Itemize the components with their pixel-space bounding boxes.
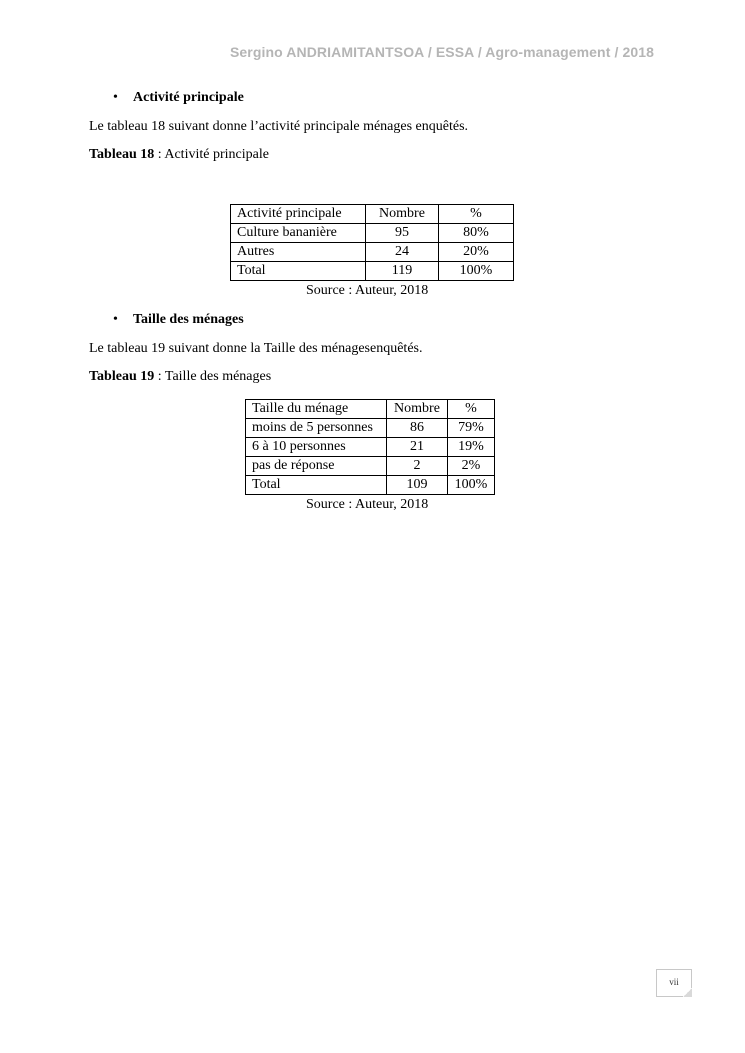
page-number-box [656,969,692,997]
table-cell: 2% [448,457,495,476]
table-taille-menages [245,399,495,495]
intro-paragraph: Le tableau 19 suivant donne la Taille des ménagesenquêtés. [89,341,423,356]
section-heading-activite [113,90,244,106]
table-cell: 80% [439,224,514,243]
bullet-icon: • [113,90,118,105]
table-cell: 2 [387,457,448,476]
table-cell: 24 [366,243,439,262]
table-header-row [246,400,495,419]
header-cell: % [439,205,514,224]
caption-label: Tableau 18 [89,147,155,162]
table-header-row [231,205,514,224]
header-cell: % [448,400,495,419]
intro-paragraph: Le tableau 18 suivant donne l’activité principale ménages enquêtés. [89,119,469,134]
table-cell: 79% [448,419,495,438]
table-cell: 86 [387,419,448,438]
section-heading-taille [113,312,244,328]
page-fold-icon [683,988,692,997]
header-cell: Activité principale [231,205,366,224]
table-cell: Total [246,476,387,495]
header-cell: Nombre [366,205,439,224]
table-cell: pas de réponse [246,457,387,476]
table-cell: 21 [387,438,448,457]
table-cell: Total [231,262,366,281]
table-row [246,457,495,476]
table-row [231,262,514,281]
table-cell: 119 [366,262,439,281]
table-activite-principale [230,204,514,281]
table-cell: 100% [448,476,495,495]
table-cell: Culture bananière [231,224,366,243]
bullet-icon: • [113,312,118,327]
table-row [231,243,514,262]
header-cell: Taille du ménage [246,400,387,419]
table-row [246,438,495,457]
section-heading-text: Activité principale [133,90,244,105]
table-cell: moins de 5 personnes [246,419,387,438]
page-number: vii [669,977,679,987]
table-cell: Autres [231,243,366,262]
table-cell: 19% [448,438,495,457]
header-cell: Nombre [387,400,448,419]
section-heading-text: Taille des ménages [133,312,244,327]
table-caption [89,147,269,163]
table-row [246,419,495,438]
table-cell: 6 à 10 personnes [246,438,387,457]
table-row [231,224,514,243]
table-cell: 109 [387,476,448,495]
table-cell: 20% [439,243,514,262]
table-source: Source : Auteur, 2018 [306,283,429,298]
table-cell: 95 [366,224,439,243]
caption-text: : Activité principale [154,147,269,162]
caption-label: Tableau 19 [89,369,155,384]
table-row [246,476,495,495]
table-cell: 100% [439,262,514,281]
caption-text: : Taille des ménages [154,369,272,384]
table-caption [89,369,271,385]
running-header: Sergino ANDRIAMITANTSOA / ESSA / Agro-management / 2018 [229,44,654,60]
table-source: Source : Auteur, 2018 [306,497,429,512]
